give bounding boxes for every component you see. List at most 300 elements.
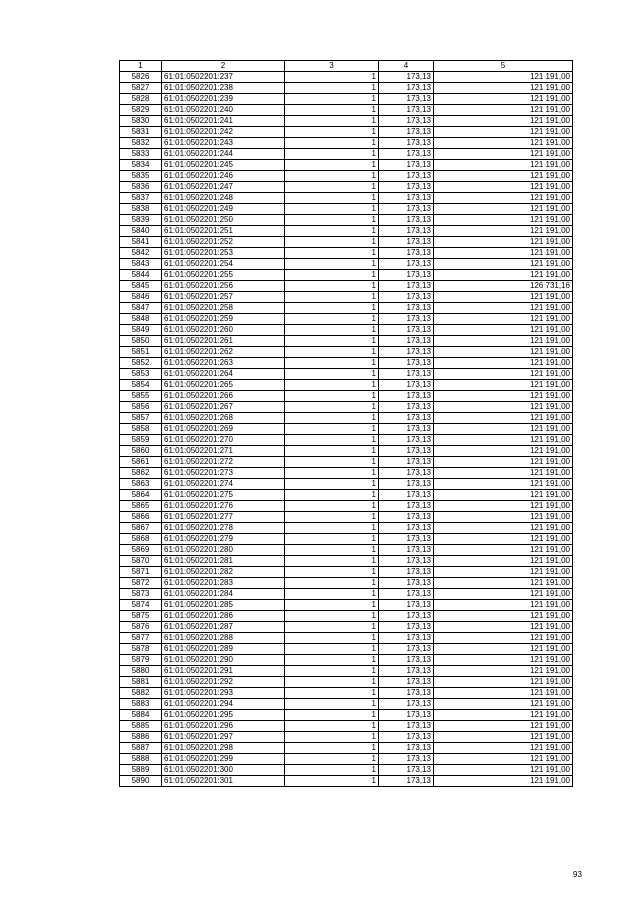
table-row — [120, 468, 573, 479]
table-row — [120, 380, 573, 391]
area-cell: 173,13 — [379, 193, 434, 204]
quantity-cell: 1 — [285, 699, 379, 710]
row-number-cell: 5867 — [120, 523, 162, 534]
cadastral-number-cell: 61:01:0502201:251 — [162, 226, 285, 237]
value-cell: 121 191,00 — [434, 677, 573, 688]
area-cell: 173,13 — [379, 468, 434, 479]
table-row — [120, 292, 573, 303]
table-row — [120, 556, 573, 567]
value-cell: 121 191,00 — [434, 424, 573, 435]
cadastral-number-cell: 61:01:0502201:291 — [162, 666, 285, 677]
value-cell: 121 191,00 — [434, 358, 573, 369]
quantity-cell: 1 — [285, 545, 379, 556]
area-cell: 173,13 — [379, 226, 434, 237]
row-number-cell: 5840 — [120, 226, 162, 237]
table-row — [120, 193, 573, 204]
area-cell: 173,13 — [379, 622, 434, 633]
area-cell: 173,13 — [379, 248, 434, 259]
row-number-cell: 5870 — [120, 556, 162, 567]
cadastral-number-cell: 61:01:0502201:287 — [162, 622, 285, 633]
quantity-cell: 1 — [285, 292, 379, 303]
area-cell: 173,13 — [379, 424, 434, 435]
row-number-cell: 5838 — [120, 204, 162, 215]
value-cell: 121 191,00 — [434, 512, 573, 523]
cadastral-number-cell: 61:01:0502201:249 — [162, 204, 285, 215]
value-cell: 121 191,00 — [434, 754, 573, 765]
quantity-cell: 1 — [285, 237, 379, 248]
value-cell: 121 191,00 — [434, 391, 573, 402]
quantity-cell: 1 — [285, 336, 379, 347]
value-cell: 121 191,00 — [434, 105, 573, 116]
table-row — [120, 248, 573, 259]
area-cell: 173,13 — [379, 358, 434, 369]
row-number-cell: 5845 — [120, 281, 162, 292]
area-cell: 173,13 — [379, 666, 434, 677]
table-row — [120, 413, 573, 424]
quantity-cell: 1 — [285, 259, 379, 270]
row-number-cell: 5841 — [120, 237, 162, 248]
table-row — [120, 160, 573, 171]
area-cell: 173,13 — [379, 644, 434, 655]
row-number-cell: 5877 — [120, 633, 162, 644]
area-cell: 173,13 — [379, 732, 434, 743]
area-cell: 173,13 — [379, 710, 434, 721]
table-row — [120, 435, 573, 446]
area-cell: 173,13 — [379, 171, 434, 182]
cadastral-number-cell: 61:01:0502201:238 — [162, 83, 285, 94]
table-row — [120, 490, 573, 501]
quantity-cell: 1 — [285, 677, 379, 688]
quantity-cell: 1 — [285, 215, 379, 226]
table-row — [120, 83, 573, 94]
table-row — [120, 622, 573, 633]
table-row — [120, 149, 573, 160]
quantity-cell: 1 — [285, 83, 379, 94]
row-number-cell: 5871 — [120, 567, 162, 578]
table-row — [120, 534, 573, 545]
quantity-cell: 1 — [285, 754, 379, 765]
quantity-cell: 1 — [285, 413, 379, 424]
area-cell: 173,13 — [379, 545, 434, 556]
table-row — [120, 688, 573, 699]
quantity-cell: 1 — [285, 391, 379, 402]
cadastral-number-cell: 61:01:0502201:279 — [162, 534, 285, 545]
quantity-cell: 1 — [285, 149, 379, 160]
value-cell: 121 191,00 — [434, 204, 573, 215]
value-cell: 126 731,16 — [434, 281, 573, 292]
quantity-cell: 1 — [285, 325, 379, 336]
row-number-cell: 5846 — [120, 292, 162, 303]
value-cell: 121 191,00 — [434, 523, 573, 534]
quantity-cell: 1 — [285, 468, 379, 479]
value-cell: 121 191,00 — [434, 336, 573, 347]
row-number-cell: 5866 — [120, 512, 162, 523]
quantity-cell: 1 — [285, 226, 379, 237]
value-cell: 121 191,00 — [434, 127, 573, 138]
cadastral-number-cell: 61:01:0502201:271 — [162, 446, 285, 457]
cadastral-number-cell: 61:01:0502201:247 — [162, 182, 285, 193]
value-cell: 121 191,00 — [434, 259, 573, 270]
value-cell: 121 191,00 — [434, 655, 573, 666]
area-cell: 173,13 — [379, 699, 434, 710]
cadastral-number-cell: 61:01:0502201:266 — [162, 391, 285, 402]
value-cell: 121 191,00 — [434, 666, 573, 677]
table-row — [120, 578, 573, 589]
cadastral-number-cell: 61:01:0502201:244 — [162, 149, 285, 160]
column-header-1: 1 — [120, 61, 162, 72]
quantity-cell: 1 — [285, 523, 379, 534]
row-number-cell: 5830 — [120, 116, 162, 127]
area-cell: 173,13 — [379, 259, 434, 270]
cadastral-number-cell: 61:01:0502201:262 — [162, 347, 285, 358]
table-row — [120, 479, 573, 490]
value-cell: 121 191,00 — [434, 545, 573, 556]
value-cell: 121 191,00 — [434, 721, 573, 732]
value-cell: 121 191,00 — [434, 369, 573, 380]
table-row — [120, 204, 573, 215]
table-row — [120, 336, 573, 347]
cadastral-number-cell: 61:01:0502201:281 — [162, 556, 285, 567]
column-header-3: 3 — [285, 61, 379, 72]
area-cell: 173,13 — [379, 94, 434, 105]
table-row — [120, 523, 573, 534]
area-cell: 173,13 — [379, 435, 434, 446]
value-cell: 121 191,00 — [434, 72, 573, 83]
table-row — [120, 72, 573, 83]
area-cell: 173,13 — [379, 688, 434, 699]
value-cell: 121 191,00 — [434, 743, 573, 754]
table-row — [120, 259, 573, 270]
area-cell: 173,13 — [379, 215, 434, 226]
row-number-cell: 5833 — [120, 149, 162, 160]
table-row — [120, 666, 573, 677]
quantity-cell: 1 — [285, 743, 379, 754]
cadastral-number-cell: 61:01:0502201:299 — [162, 754, 285, 765]
row-number-cell: 5884 — [120, 710, 162, 721]
quantity-cell: 1 — [285, 776, 379, 787]
area-cell: 173,13 — [379, 457, 434, 468]
quantity-cell: 1 — [285, 721, 379, 732]
area-cell: 173,13 — [379, 380, 434, 391]
quantity-cell: 1 — [285, 600, 379, 611]
table-row — [120, 105, 573, 116]
area-cell: 173,13 — [379, 281, 434, 292]
cadastral-number-cell: 61:01:0502201:293 — [162, 688, 285, 699]
row-number-cell: 5879 — [120, 655, 162, 666]
area-cell: 173,13 — [379, 292, 434, 303]
cadastral-number-cell: 61:01:0502201:258 — [162, 303, 285, 314]
cadastral-number-cell: 61:01:0502201:277 — [162, 512, 285, 523]
quantity-cell: 1 — [285, 270, 379, 281]
value-cell: 121 191,00 — [434, 534, 573, 545]
table-row — [120, 710, 573, 721]
quantity-cell: 1 — [285, 556, 379, 567]
table-row — [120, 127, 573, 138]
value-cell: 121 191,00 — [434, 446, 573, 457]
table-row — [120, 633, 573, 644]
row-number-cell: 5860 — [120, 446, 162, 457]
area-cell: 173,13 — [379, 567, 434, 578]
row-number-cell: 5855 — [120, 391, 162, 402]
quantity-cell: 1 — [285, 578, 379, 589]
value-cell: 121 191,00 — [434, 116, 573, 127]
area-cell: 173,13 — [379, 182, 434, 193]
value-cell: 121 191,00 — [434, 215, 573, 226]
cadastral-number-cell: 61:01:0502201:289 — [162, 644, 285, 655]
area-cell: 173,13 — [379, 776, 434, 787]
cadastral-number-cell: 61:01:0502201:264 — [162, 369, 285, 380]
column-header-4: 4 — [379, 61, 434, 72]
area-cell: 173,13 — [379, 270, 434, 281]
quantity-cell: 1 — [285, 688, 379, 699]
area-cell: 173,13 — [379, 325, 434, 336]
table-row — [120, 765, 573, 776]
quantity-cell: 1 — [285, 622, 379, 633]
row-number-cell: 5854 — [120, 380, 162, 391]
value-cell: 121 191,00 — [434, 490, 573, 501]
cadastral-number-cell: 61:01:0502201:245 — [162, 160, 285, 171]
cadastral-number-cell: 61:01:0502201:253 — [162, 248, 285, 259]
value-cell: 121 191,00 — [434, 413, 573, 424]
row-number-cell: 5852 — [120, 358, 162, 369]
row-number-cell: 5873 — [120, 589, 162, 600]
table-row — [120, 369, 573, 380]
cadastral-number-cell: 61:01:0502201:290 — [162, 655, 285, 666]
cadastral-number-cell: 61:01:0502201:295 — [162, 710, 285, 721]
value-cell: 121 191,00 — [434, 380, 573, 391]
row-number-cell: 5837 — [120, 193, 162, 204]
area-cell: 173,13 — [379, 149, 434, 160]
area-cell: 173,13 — [379, 578, 434, 589]
table-row — [120, 94, 573, 105]
cadastral-number-cell: 61:01:0502201:237 — [162, 72, 285, 83]
table-row — [120, 424, 573, 435]
row-number-cell: 5882 — [120, 688, 162, 699]
table-row — [120, 677, 573, 688]
row-number-cell: 5832 — [120, 138, 162, 149]
quantity-cell: 1 — [285, 138, 379, 149]
cadastral-number-cell: 61:01:0502201:239 — [162, 94, 285, 105]
row-number-cell: 5853 — [120, 369, 162, 380]
cadastral-number-cell: 61:01:0502201:300 — [162, 765, 285, 776]
value-cell: 121 191,00 — [434, 732, 573, 743]
cadastral-number-cell: 61:01:0502201:284 — [162, 589, 285, 600]
table-row — [120, 644, 573, 655]
quantity-cell: 1 — [285, 369, 379, 380]
quantity-cell: 1 — [285, 358, 379, 369]
area-cell: 173,13 — [379, 347, 434, 358]
quantity-cell: 1 — [285, 644, 379, 655]
table-row — [120, 611, 573, 622]
value-cell: 121 191,00 — [434, 699, 573, 710]
table-row — [120, 512, 573, 523]
column-header-5: 5 — [434, 61, 573, 72]
cadastral-number-cell: 61:01:0502201:260 — [162, 325, 285, 336]
cadastral-number-cell: 61:01:0502201:252 — [162, 237, 285, 248]
table-row — [120, 303, 573, 314]
cadastral-number-cell: 61:01:0502201:294 — [162, 699, 285, 710]
row-number-cell: 5829 — [120, 105, 162, 116]
table-row — [120, 721, 573, 732]
table-row — [120, 589, 573, 600]
area-cell: 173,13 — [379, 138, 434, 149]
cadastral-number-cell: 61:01:0502201:248 — [162, 193, 285, 204]
row-number-cell: 5836 — [120, 182, 162, 193]
cadastral-number-cell: 61:01:0502201:276 — [162, 501, 285, 512]
row-number-cell: 5827 — [120, 83, 162, 94]
value-cell: 121 191,00 — [434, 501, 573, 512]
quantity-cell: 1 — [285, 710, 379, 721]
area-cell: 173,13 — [379, 523, 434, 534]
area-cell: 173,13 — [379, 721, 434, 732]
area-cell: 173,13 — [379, 402, 434, 413]
row-number-cell: 5888 — [120, 754, 162, 765]
value-cell: 121 191,00 — [434, 138, 573, 149]
table-row — [120, 182, 573, 193]
table-row — [120, 270, 573, 281]
row-number-cell: 5862 — [120, 468, 162, 479]
value-cell: 121 191,00 — [434, 402, 573, 413]
table-row — [120, 743, 573, 754]
area-cell: 173,13 — [379, 743, 434, 754]
table-row — [120, 732, 573, 743]
table-row — [120, 347, 573, 358]
quantity-cell: 1 — [285, 501, 379, 512]
value-cell: 121 191,00 — [434, 567, 573, 578]
value-cell: 121 191,00 — [434, 611, 573, 622]
table-row — [120, 446, 573, 457]
value-cell: 121 191,00 — [434, 270, 573, 281]
row-number-cell: 5889 — [120, 765, 162, 776]
cadastral-number-cell: 61:01:0502201:297 — [162, 732, 285, 743]
table-row — [120, 545, 573, 556]
value-cell: 121 191,00 — [434, 688, 573, 699]
table-row — [120, 358, 573, 369]
table-body — [120, 72, 573, 787]
cadastral-number-cell: 61:01:0502201:282 — [162, 567, 285, 578]
cadastral-number-cell: 61:01:0502201:261 — [162, 336, 285, 347]
area-cell: 173,13 — [379, 479, 434, 490]
cadastral-number-cell: 61:01:0502201:242 — [162, 127, 285, 138]
value-cell: 121 191,00 — [434, 589, 573, 600]
row-number-cell: 5850 — [120, 336, 162, 347]
cadastral-number-cell: 61:01:0502201:243 — [162, 138, 285, 149]
value-cell: 121 191,00 — [434, 303, 573, 314]
quantity-cell: 1 — [285, 193, 379, 204]
row-number-cell: 5851 — [120, 347, 162, 358]
row-number-cell: 5835 — [120, 171, 162, 182]
value-cell: 121 191,00 — [434, 347, 573, 358]
quantity-cell: 1 — [285, 732, 379, 743]
table-row — [120, 754, 573, 765]
cadastral-number-cell: 61:01:0502201:292 — [162, 677, 285, 688]
table-row — [120, 237, 573, 248]
row-number-cell: 5863 — [120, 479, 162, 490]
value-cell: 121 191,00 — [434, 83, 573, 94]
row-number-cell: 5859 — [120, 435, 162, 446]
area-cell: 173,13 — [379, 633, 434, 644]
quantity-cell: 1 — [285, 589, 379, 600]
row-number-cell: 5876 — [120, 622, 162, 633]
value-cell: 121 191,00 — [434, 314, 573, 325]
quantity-cell: 1 — [285, 182, 379, 193]
quantity-cell: 1 — [285, 490, 379, 501]
row-number-cell: 5842 — [120, 248, 162, 259]
quantity-cell: 1 — [285, 105, 379, 116]
row-number-cell: 5831 — [120, 127, 162, 138]
row-number-cell: 5849 — [120, 325, 162, 336]
area-cell: 173,13 — [379, 501, 434, 512]
row-number-cell: 5856 — [120, 402, 162, 413]
cadastral-number-cell: 61:01:0502201:273 — [162, 468, 285, 479]
row-number-cell: 5858 — [120, 424, 162, 435]
area-cell: 173,13 — [379, 105, 434, 116]
row-number-cell: 5890 — [120, 776, 162, 787]
quantity-cell: 1 — [285, 446, 379, 457]
table-row — [120, 457, 573, 468]
row-number-cell: 5844 — [120, 270, 162, 281]
value-cell: 121 191,00 — [434, 556, 573, 567]
row-number-cell: 5843 — [120, 259, 162, 270]
cadastral-number-cell: 61:01:0502201:280 — [162, 545, 285, 556]
row-number-cell: 5847 — [120, 303, 162, 314]
row-number-cell: 5885 — [120, 721, 162, 732]
area-cell: 173,13 — [379, 72, 434, 83]
data-table — [119, 60, 573, 787]
value-cell: 121 191,00 — [434, 468, 573, 479]
row-number-cell: 5826 — [120, 72, 162, 83]
row-number-cell: 5880 — [120, 666, 162, 677]
value-cell: 121 191,00 — [434, 633, 573, 644]
quantity-cell: 1 — [285, 380, 379, 391]
area-cell: 173,13 — [379, 534, 434, 545]
area-cell: 173,13 — [379, 446, 434, 457]
table-row — [120, 226, 573, 237]
value-cell: 121 191,00 — [434, 193, 573, 204]
value-cell: 121 191,00 — [434, 765, 573, 776]
value-cell: 121 191,00 — [434, 600, 573, 611]
area-cell: 173,13 — [379, 655, 434, 666]
cadastral-number-cell: 61:01:0502201:259 — [162, 314, 285, 325]
cadastral-number-cell: 61:01:0502201:298 — [162, 743, 285, 754]
row-number-cell: 5875 — [120, 611, 162, 622]
quantity-cell: 1 — [285, 204, 379, 215]
cadastral-number-cell: 61:01:0502201:274 — [162, 479, 285, 490]
quantity-cell: 1 — [285, 611, 379, 622]
row-number-cell: 5857 — [120, 413, 162, 424]
area-cell: 173,13 — [379, 589, 434, 600]
row-number-cell: 5869 — [120, 545, 162, 556]
value-cell: 121 191,00 — [434, 622, 573, 633]
table-row — [120, 655, 573, 666]
row-number-cell: 5887 — [120, 743, 162, 754]
area-cell: 173,13 — [379, 556, 434, 567]
quantity-cell: 1 — [285, 127, 379, 138]
value-cell: 121 191,00 — [434, 149, 573, 160]
cadastral-number-cell: 61:01:0502201:296 — [162, 721, 285, 732]
cadastral-number-cell: 61:01:0502201:246 — [162, 171, 285, 182]
table-row — [120, 699, 573, 710]
value-cell: 121 191,00 — [434, 457, 573, 468]
cadastral-number-cell: 61:01:0502201:288 — [162, 633, 285, 644]
row-number-cell: 5878 — [120, 644, 162, 655]
row-number-cell: 5834 — [120, 160, 162, 171]
table-row — [120, 314, 573, 325]
column-header-2: 2 — [162, 61, 285, 72]
value-cell: 121 191,00 — [434, 94, 573, 105]
value-cell: 121 191,00 — [434, 325, 573, 336]
cadastral-number-cell: 61:01:0502201:257 — [162, 292, 285, 303]
